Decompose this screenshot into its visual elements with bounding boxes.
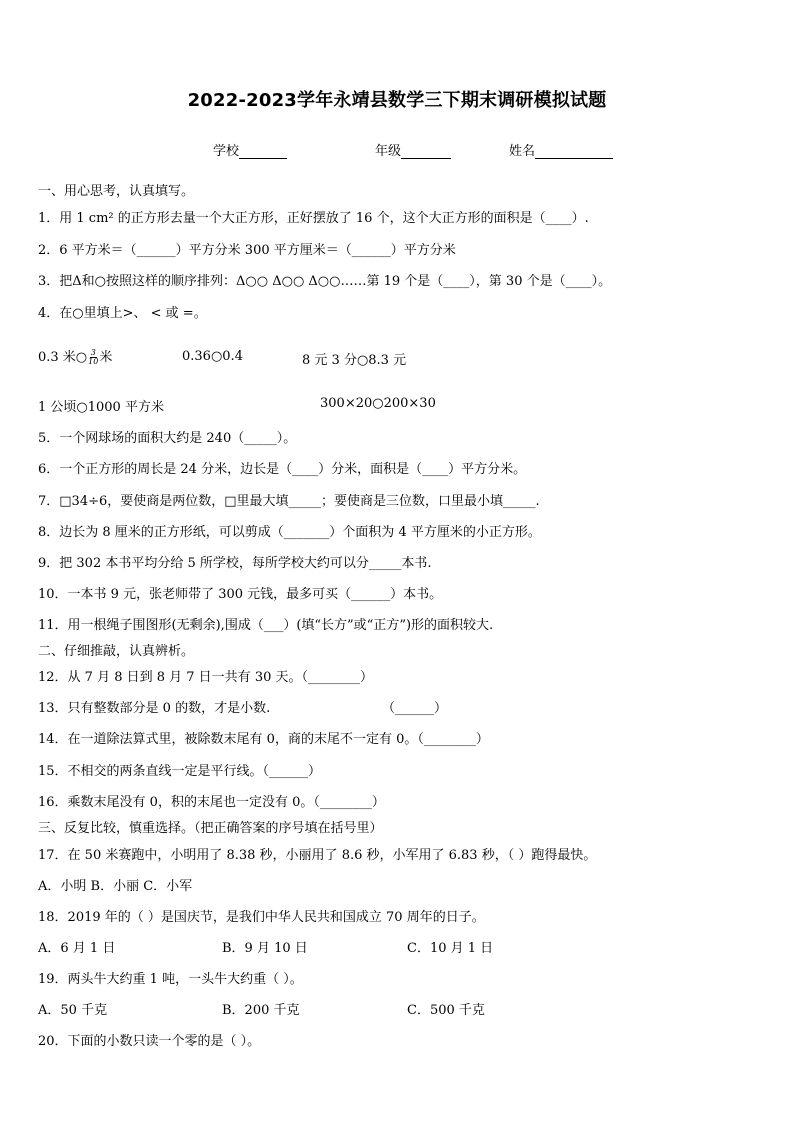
name-label: 姓名 (509, 144, 536, 159)
question-17-options: A．小明 B．小丽 C．小军 (38, 879, 193, 894)
question-4-item-d: 1 公顷○1000 平方米 (38, 400, 164, 415)
school-field (213, 140, 287, 159)
grade-field (375, 140, 451, 159)
question-13-answer-blank: （______） (382, 701, 448, 716)
question-3: 3．把Δ和○按照这样的顺序排列：Δ○○ Δ○○ Δ○○……第 19 个是（____），第 30 个是（____）。 (38, 274, 612, 289)
question-8: 8．边长为 8 厘米的正方形纸，可以剪成（_______）个面积为 4 平方厘米的小正方形。 (38, 525, 541, 540)
question-17: 17．在 50 米赛跑中，小明用了 8.38 秒，小丽用了 8.6 秒，小军用了 6.83 秒，（ ）跑得最快。 (38, 848, 597, 863)
question-9: 9．把 302 本书平均分给 5 所学校，每所学校大约可以分_____本书. (38, 556, 432, 571)
question-20: 20．下面的小数只读一个零的是（ ）。 (38, 1034, 261, 1049)
section-heading-2: 二、仔细推敲，认真辨析。 (38, 644, 195, 659)
question-19-option-c: C．500 千克 (407, 1003, 485, 1018)
question-16: 16．乘数末尾没有 0，积的末尾也一定没有 0。（________） (38, 795, 385, 810)
question-4-item-c: 8 元 3 分○8.3 元 (302, 353, 407, 368)
name-field (509, 140, 613, 159)
question-13: 13．只有整数部分是 0 的数，才是小数. (38, 701, 271, 716)
question-14: 14．在一道除法算式里，被除数末尾有 0，商的末尾不一定有 0。（________） (38, 732, 489, 747)
name-blank (535, 145, 613, 159)
item-a-suffix: 米 (99, 350, 113, 365)
question-4-item-b: 0.36○0.4 (182, 349, 243, 364)
question-18: 18．2019 年的（ ）是国庆节，是我们中华人民共和国成立 70 周年的日子。 (38, 910, 485, 925)
fraction (88, 349, 98, 366)
question-15: 15．不相交的两条直线一定是平行线。（______） (38, 764, 322, 779)
question-19-option-a: A．50 千克 (38, 1003, 108, 1018)
grade-blank (401, 145, 451, 159)
question-19: 19．两头牛大约重 1 吨，一头牛大约重（ ）。 (38, 972, 303, 987)
section-heading-1: 一、用心思考，认真填写。 (38, 184, 195, 199)
page-title: 2022-2023学年永靖县数学三下期末调研模拟试题 (187, 90, 607, 111)
question-2: 2．6 平方米＝（______）平方分米 300 平方厘米＝（______）平方分米 (38, 243, 456, 258)
question-18-option-b: B．9 月 10 日 (222, 941, 308, 956)
question-19-option-b: B．200 千克 (222, 1003, 300, 1018)
question-4: 4．在○里填上>、 < 或 =。 (38, 306, 207, 321)
question-6: 6．一个正方形的周长是 24 分米，边长是（____）分米，面积是（____）平方分米。 (38, 462, 527, 477)
fraction-denominator: 10 (88, 357, 99, 366)
section-heading-3: 三、反复比较，慎重选择。（把正确答案的序号填在括号里） (38, 821, 383, 836)
fraction-numerator: 3 (90, 348, 96, 357)
question-4-item-e: 300×20○200×30 (320, 396, 436, 411)
question-12: 12．从 7 月 8 日到 8 月 7 日一共有 30 天。（________） (38, 670, 373, 685)
question-4-item-a (38, 346, 112, 366)
question-1: 1．用 1 cm² 的正方形去量一个大正方形，正好摆放了 16 个，这个大正方形的面积是（____）. (38, 211, 589, 226)
grade-label: 年级 (375, 144, 402, 159)
school-blank (239, 145, 287, 159)
item-a-prefix: 0.3 米○ (38, 350, 88, 365)
school-label: 学校 (213, 144, 240, 159)
question-11: 11．用一根绳子围图形(无剩余),围成（___）(填“长方”或“正方”)形的面积较大. (38, 618, 494, 633)
question-7: 7．□34÷6，要使商是两位数，□里最大填_____；要使商是三位数，口里最小填_____. (38, 494, 540, 509)
question-10: 10．一本书 9 元，张老师带了 300 元钱，最多可买（______）本书。 (38, 587, 443, 602)
question-18-option-c: C．10 月 1 日 (407, 941, 494, 956)
question-18-option-a: A．6 月 1 日 (38, 941, 116, 956)
question-5: 5．一个网球场的面积大约是 240（_____）。 (38, 431, 297, 446)
